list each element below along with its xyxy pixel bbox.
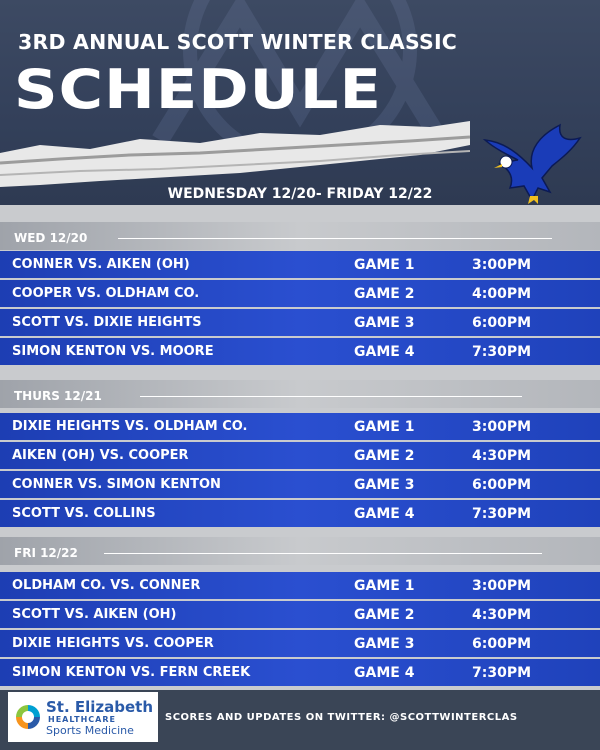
game-time: 6:00PM	[472, 477, 532, 493]
game-number: GAME 3	[354, 477, 415, 493]
game-number: GAME 1	[354, 419, 415, 435]
torn-paper-strip	[0, 115, 470, 190]
game-time: 4:00PM	[472, 286, 532, 302]
game-number: GAME 4	[354, 506, 415, 522]
game-number: GAME 4	[354, 665, 415, 681]
matchup: AIKEN (OH) VS. COOPER	[12, 448, 189, 463]
matchup: SIMON KENTON VS. FERN CREEK	[12, 665, 251, 680]
game-time: 7:30PM	[472, 665, 532, 681]
day-divider-line	[140, 396, 522, 397]
game-number: GAME 4	[354, 344, 415, 360]
matchup: SIMON KENTON VS. MOORE	[12, 344, 214, 359]
day-divider-line	[104, 553, 542, 554]
game-time: 3:00PM	[472, 578, 532, 594]
sponsor-logo	[8, 692, 158, 742]
game-number: GAME 1	[354, 578, 415, 594]
game-row	[0, 338, 600, 365]
day-label: WED 12/20	[14, 231, 88, 245]
page-title: SCHEDULE	[14, 58, 383, 121]
game-row	[0, 442, 600, 469]
game-number: GAME 3	[354, 636, 415, 652]
game-row	[0, 471, 600, 498]
matchup: DIXIE HEIGHTS VS. COOPER	[12, 636, 214, 651]
game-number: GAME 2	[354, 286, 415, 302]
game-time: 7:30PM	[472, 506, 532, 522]
header-banner	[0, 0, 600, 205]
game-row	[0, 572, 600, 599]
day-label: FRI 12/22	[14, 546, 78, 560]
game-row	[0, 413, 600, 440]
game-row	[0, 251, 600, 278]
event-subtitle: 3RD ANNUAL SCOTT WINTER CLASSIC	[18, 30, 458, 54]
day-header-wed	[0, 222, 600, 250]
day-header-fri	[0, 537, 600, 565]
game-time: 3:00PM	[472, 419, 532, 435]
matchup: COOPER VS. OLDHAM CO.	[12, 286, 200, 301]
game-number: GAME 2	[354, 448, 415, 464]
matchup: OLDHAM CO. VS. CONNER	[12, 578, 201, 593]
matchup: DIXIE HEIGHTS VS. OLDHAM CO.	[12, 419, 248, 434]
game-time: 6:00PM	[472, 636, 532, 652]
matchup: CONNER VS. AIKEN (OH)	[12, 257, 190, 272]
matchup: SCOTT VS. AIKEN (OH)	[12, 607, 177, 622]
game-row	[0, 601, 600, 628]
matchup: CONNER VS. SIMON KENTON	[12, 477, 221, 492]
game-number: GAME 3	[354, 315, 415, 331]
matchup: SCOTT VS. DIXIE HEIGHTS	[12, 315, 202, 330]
game-row	[0, 630, 600, 657]
game-number: GAME 1	[354, 257, 415, 273]
game-row	[0, 309, 600, 336]
game-time: 4:30PM	[472, 448, 532, 464]
game-row	[0, 659, 600, 686]
sponsor-name: St. Elizabeth	[46, 698, 154, 716]
sponsor-tagline: HEALTHCARE	[48, 715, 116, 724]
sponsor-division: Sports Medicine	[46, 724, 134, 737]
day-label: THURS 12/21	[14, 389, 102, 403]
game-time: 7:30PM	[472, 344, 532, 360]
matchup: SCOTT VS. COLLINS	[12, 506, 156, 521]
st-elizabeth-logo-icon	[12, 701, 44, 733]
date-range: WEDNESDAY 12/20- FRIDAY 12/22	[167, 186, 433, 202]
game-number: GAME 2	[354, 607, 415, 623]
day-header-thurs	[0, 380, 600, 408]
twitter-handle-text: SCORES AND UPDATES ON TWITTER: @SCOTTWINTERCLAS	[165, 712, 518, 723]
game-time: 6:00PM	[472, 315, 532, 331]
game-row	[0, 500, 600, 527]
game-row	[0, 280, 600, 307]
day-divider-line	[118, 238, 552, 239]
game-time: 3:00PM	[472, 257, 532, 273]
game-time: 4:30PM	[472, 607, 532, 623]
